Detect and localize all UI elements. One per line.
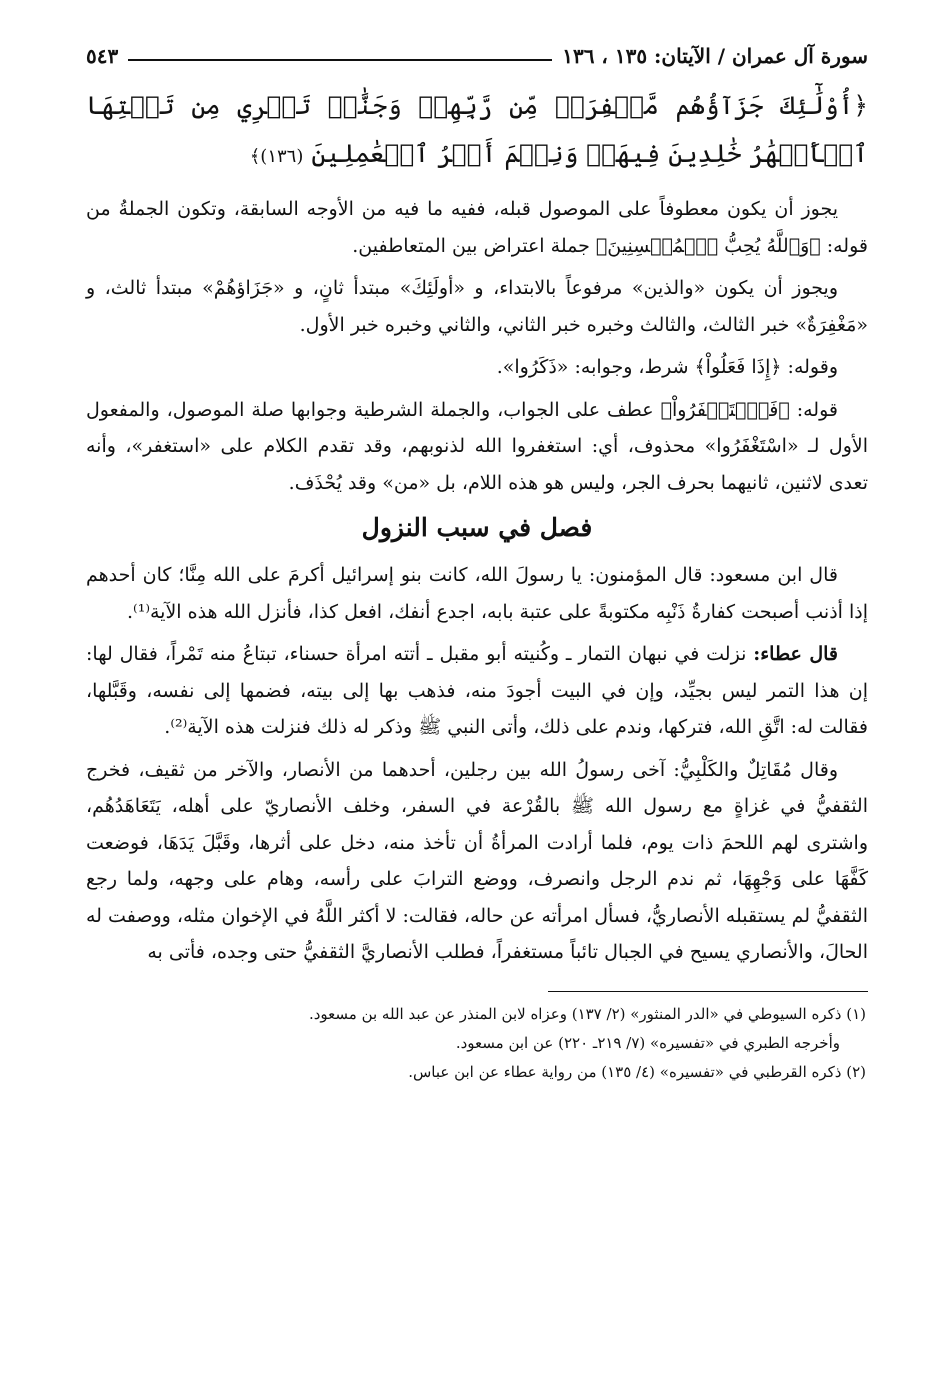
section-heading: فصل في سبب النزول [361,513,593,542]
footnote-divider [548,991,868,992]
verse-text: ﴿أُوْلَٰٓئِكَ جَزَآؤُهُم مَّغۡفِرَةٞ مِّن رَّبِّهِمۡ وَجَنَّٰتٞ تَجۡرِي مِن تَحۡتِهَا ٱلۡأَنۡهَٰرُ خَٰلِدِينَ فِيهَاۚ وَنِعۡمَ أَجۡرُ ٱلۡعَٰمِلِينَ [86,91,868,168]
footnote: وأخرجه الطبري في «تفسيره» (٧/ ٢١٩ـ ٢٢٠) عن ابن مسعود. [455,1033,840,1052]
paragraph: قوله: ﴿فَٱسۡتَغۡفَرُواْ﴾ عطف على الجواب، والجملة الشرطية وجوابها صلة الموصول، والمفعول الأول لـ «اسْتَغْفَرُوا» محذوف، أي: استغفروا الله لذنوبهم، وقد تقدم الكلام على «استغفر»، وأنه تعدى لاثنين، ثانيهما بحرف الجر، وليس هو هذه اللام، بل «من» وقد يُحْذَف. [86,398,868,494]
paragraph: ويجوز أن يكون «والذين» مرفوعاً بالابتداء، و «أولَئِكَ» مبتدأ ثانٍ، و «جَزَاؤهُمْ» مبتدأ ثالث، و «مَغْفِرَةٌ» خبر الثالث، والثالث وخبره خبر الثاني، والثاني وخبره خبر الأول. [86,277,868,336]
page-number: ٥٤٣ [86,44,119,68]
paragraph [86,557,868,630]
quran-verse [86,82,868,181]
paragraph: وقوله: ﴿إِذَا فَعَلُواْ﴾ شرط، وجوابه: «ذَكَرُوا». [496,356,838,378]
verse-number: (١٣٦)﴾ [249,146,304,167]
paragraph [86,636,868,746]
page-header [86,28,868,68]
running-title: سورة آل عمران / الآيتان: ١٣٥ ، ١٣٦ [562,44,868,68]
paragraph: يجوز أن يكون معطوفاً على الموصول قبله، ففيه ما فيه من الأوجه السابقة، وتكون الجملةُ من قوله: ﴿وَٱللَّهُ يُحِبُّ ٱلۡمُحۡسِنِينَ﴾ جملة اعتراض بين المتعاطفين. [86,198,868,257]
header-rule [128,59,552,61]
footnote: (٢) ذكره القرطبي في «تفسيره» (٤/ ١٣٥) من رواية عطاء عن ابن عباس. [408,1062,866,1081]
paragraph-lead: قال عطاء: [753,643,838,665]
paragraph-text: وقال مُقَاتِلٌ والكَلْبِيُّ: آخى رسولُ الله بين رجلين، أحدهما من الأنصار، والآخر من ثقيف، فخرج الثقفيُّ في غزاةٍ مع رسول الله ﷺ بالقُرْعة في السفر، وخلف الأنصاريّ على أهله، يَتَعَاهَدُهُم، واشترى لهم اللحمَ ذات يوم، فلما أرادت المرأةُ أن تأخذ منه، دخل على أثرها، وقَبَّلَ يَدَهَا، فوضعت كَفَّهَا على وَجْهِهَا، ثم ندم الرجل وانصرف، ووضع الترابَ على رأسه، وهام على وجهه، ولما رجع الثقفيُّ لم يستقبله الأنصاريُّ، فسأل امرأته عن حاله، فقالت: لا أكثر اللَّهُ في الإخوان مثله، ووصفت له الحالَ، والأنصاري يسيح في الجبال تائباً مستغفراً، فطلب الأنصاريَّ الثقفيُّ حتى وجده، فأتى به [86,758,868,963]
paragraph-text: قال ابن مسعود: قال المؤمنون: يا رسولَ الله، كانت بنو إسرائيل أكرمَ على الله مِنَّا؛ كان أحدهم إذا أذنب أصبحت كفارةُ ذَنْبِه مكتوبةً على عتبة بابه، اجدع أنفك، افعل كذا، فأنزل الله هذه الآية⁽¹⁾. [86,564,868,623]
paragraph [86,752,868,971]
paragraph-text: نزلت في نبهان التمار ـ وكُنيته أبو مقبل ـ أتته امرأة حسناء، تبتاعُ منه تَمْراً، فقال لها: إن هذا التمر ليس بجيِّد، وإن في البيت أجودَ منه، فذهب بها إلى بيته، فضمها إلى نفسه، وقَبَّلها، فقالت له: اتَّقِ الله، فتركها، وندم على ذلك، وأتى النبي ﷺ وذكر له ذلك فنزلت هذه الآية⁽²⁾. [86,643,868,738]
footnote: (١) ذكره السيوطي في «الدر المنثور» (٢/ ١٣٧) وعزاه لابن المنذر عن عبد الله بن مسعود. [308,1004,866,1023]
